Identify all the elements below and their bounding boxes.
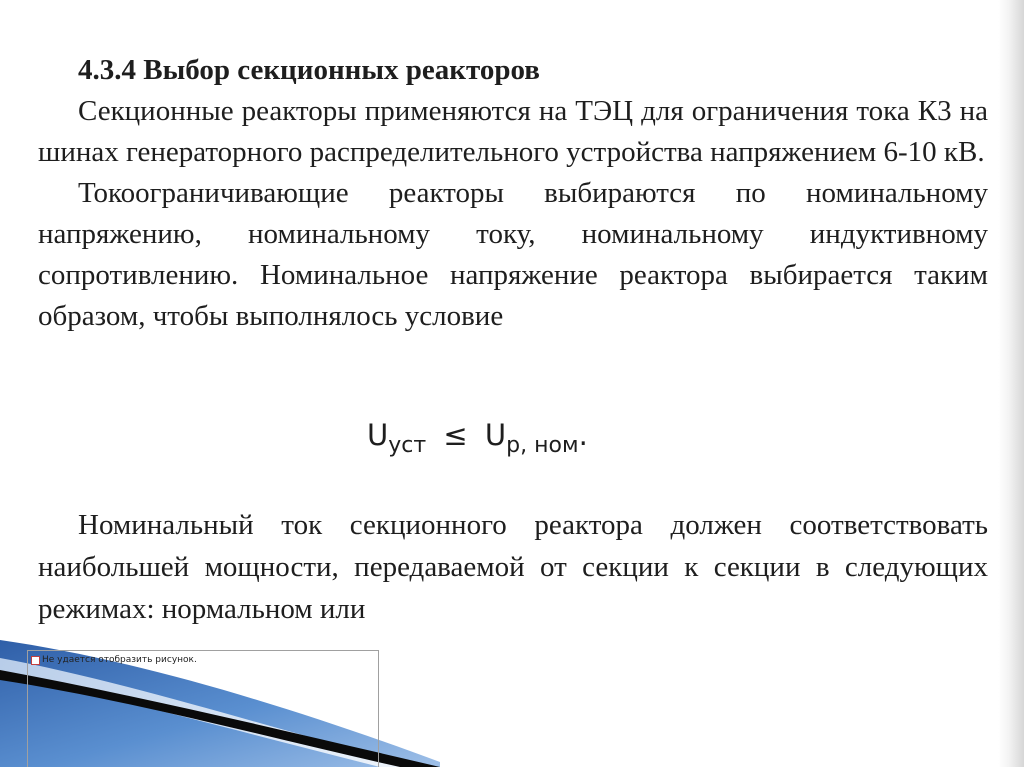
broken-image-message: Не удается отобразить рисунок. — [42, 655, 197, 665]
formula-left-subscript: уст — [388, 433, 427, 458]
formula-left-symbol: U — [367, 418, 389, 452]
broken-image-icon — [31, 656, 40, 665]
formula-right-symbol: U — [484, 418, 507, 452]
paragraph-2: Токоограничивающие реакторы выбираются по номинальному напряжению, номинальному току, номинальному индуктивному сопротивлению. Номинальное напряжение реактора выбирается таким образом, чтобы выполнялось условие — [38, 177, 988, 332]
formula — [367, 418, 588, 458]
section-heading: 4.3.4 Выбор секционных реакторов — [78, 54, 540, 86]
paragraph-1: Секционные реакторы применяются на ТЭЦ для ограничения тока К3 на шинах генераторного распределительного устройства напряжением 6-10 кВ. — [38, 95, 988, 168]
formula-right-subscript: р, ном — [506, 433, 579, 458]
formula-operator: ≤ — [443, 418, 468, 452]
slide-text-body — [38, 50, 988, 337]
slide-edge-shadow — [998, 0, 1024, 767]
formula-end: . — [578, 418, 588, 452]
paragraph-3: Номинальный ток секционного реактора должен соответствовать наибольшей мощности, передаваемой от секции к секции в следующих режимах: нормальном или — [38, 509, 988, 625]
broken-image-placeholder — [27, 650, 379, 767]
